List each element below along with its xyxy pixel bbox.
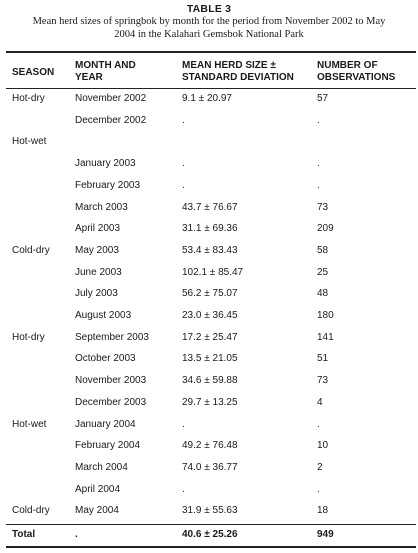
header-month-line-1: MONTH AND: [75, 60, 136, 71]
row-mean-sd: 13.5 ± 21.05: [182, 353, 238, 365]
top-rule: [6, 51, 416, 53]
row-observations: .: [317, 158, 320, 170]
header-mean-line-1: MEAN HERD SIZE ±: [182, 60, 276, 71]
row-mean-sd: 56.2 ± 75.07: [182, 288, 238, 300]
row-mean-sd: 102.1 ± 85.47: [182, 266, 244, 278]
row-observations: 2: [317, 461, 323, 473]
row-month: July 2003: [75, 288, 118, 300]
row-observations: 51: [317, 353, 329, 365]
row-observations: .: [317, 418, 320, 430]
row-observations: 25: [317, 266, 329, 278]
row-observations: 4: [317, 396, 323, 408]
row-month: January 2003: [75, 158, 136, 170]
header-observations-line-2: OBSERVATIONS: [317, 72, 396, 83]
row-season: Cold-dry: [12, 505, 50, 517]
total-month: .: [75, 529, 78, 540]
row-observations: 10: [317, 440, 329, 452]
total-observations: 949: [317, 529, 334, 540]
row-month: April 2003: [75, 223, 121, 235]
row-month: March 2004: [75, 461, 128, 473]
table-label: TABLE 3: [186, 3, 232, 15]
row-month: November 2002: [75, 93, 147, 104]
row-mean-sd: .: [182, 158, 185, 170]
header-month-line-2: YEAR: [75, 72, 103, 83]
row-month: February 2004: [75, 440, 141, 452]
row-mean-sd: 34.6 ± 59.88: [182, 375, 238, 387]
row-month: February 2003: [75, 179, 141, 191]
row-mean-sd: 9.1 ± 20.97: [182, 93, 232, 104]
row-observations: 57: [317, 93, 329, 104]
table-caption-line-1: Mean herd sizes of springbok by month for the period from November 2002 to May: [32, 16, 386, 27]
row-month: October 2003: [75, 353, 136, 365]
total-label: Total: [12, 529, 36, 540]
row-observations: 209: [317, 223, 334, 235]
row-mean-sd: 29.7 ± 13.25: [182, 396, 238, 408]
row-observations: 141: [317, 331, 334, 343]
row-month: May 2004: [75, 505, 119, 517]
row-month: September 2003: [75, 331, 149, 343]
row-mean-sd: .: [182, 179, 185, 191]
header-season: SEASON: [12, 67, 55, 78]
table-title-block: [0, 3, 418, 41]
row-month: January 2004: [75, 418, 136, 430]
row-mean-sd: 74.0 ± 36.77: [182, 461, 238, 473]
row-observations: 48: [317, 288, 329, 300]
row-observations: .: [317, 179, 320, 191]
header-mean-line-2: STANDARD DEVIATION: [182, 72, 294, 83]
row-month: May 2003: [75, 244, 119, 256]
row-observations: 73: [317, 375, 329, 387]
row-mean-sd: 31.1 ± 69.36: [182, 223, 238, 235]
row-month: December 2002: [75, 114, 147, 126]
row-observations: .: [317, 114, 320, 126]
row-observations: 18: [317, 505, 329, 517]
row-mean-sd: 43.7 ± 76.67: [182, 201, 238, 213]
row-month: April 2004: [75, 483, 121, 495]
row-season: Hot-dry: [12, 331, 45, 343]
row-observations: 73: [317, 201, 329, 213]
row-mean-sd: 17.2 ± 25.47: [182, 331, 238, 343]
row-observations: .: [317, 483, 320, 495]
row-mean-sd: 49.2 ± 76.48: [182, 440, 238, 452]
header-rule: [6, 88, 416, 89]
row-mean-sd: 53.4 ± 83.43: [182, 244, 238, 256]
row-season: Hot-wet: [12, 136, 47, 148]
row-mean-sd: .: [182, 418, 185, 430]
row-mean-sd: .: [182, 483, 185, 495]
row-observations: 58: [317, 244, 329, 256]
row-month: June 2003: [75, 266, 122, 278]
row-season: Hot-wet: [12, 418, 47, 430]
header-observations-line-1: NUMBER OF: [317, 60, 378, 71]
row-month: March 2003: [75, 201, 128, 213]
row-month: August 2003: [75, 310, 132, 321]
table-caption-line-2: 2004 in the Kalahari Gemsbok National Park: [114, 29, 304, 40]
row-mean-sd: 23.0 ± 36.45: [182, 310, 238, 321]
row-mean-sd: 31.9 ± 55.63: [182, 505, 238, 517]
total-rule: [6, 524, 416, 525]
total-mean: 40.6 ± 25.26: [182, 529, 238, 540]
bottom-rule: [6, 546, 416, 548]
row-season: Hot-dry: [12, 93, 45, 104]
row-season: Cold-dry: [12, 244, 50, 256]
row-observations: 180: [317, 310, 334, 321]
row-month: December 2003: [75, 396, 147, 408]
row-mean-sd: .: [182, 114, 185, 126]
row-month: November 2003: [75, 375, 147, 387]
